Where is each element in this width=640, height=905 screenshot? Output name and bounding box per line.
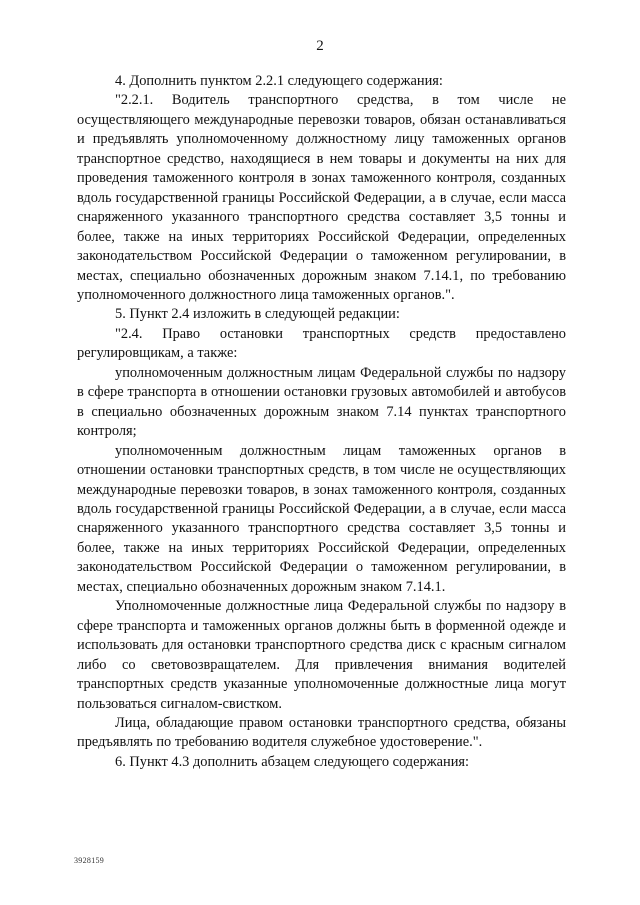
document-footer-id: 3928159 <box>74 856 105 865</box>
paragraph-service-id: Лица, обладающие правом остановки транспортного средства, обязаны предъявлять по требованию водителя служебное удостоверение.". <box>77 714 566 751</box>
document-body <box>77 72 566 772</box>
page-number: 2 <box>316 38 324 54</box>
paragraph-item-6: 6. Пункт 4.3 дополнить абзацем следующего содержания: <box>115 753 470 770</box>
paragraph-transport-supervision: уполномоченным должностным лицам Федеральной службы по надзору в сфере транспорта в отношении остановки грузовых автомобилей и автобусов в специально обозначенных дорожным знаком 7.14 пунктах транспортного контроля; <box>77 364 566 440</box>
paragraph-item-5: 5. Пункт 2.4 изложить в следующей редакции: <box>115 306 400 323</box>
paragraph-customs-officials: уполномоченным должностным лицам таможенных органов в отношении остановки транспортных средств, в том числе не осуществляющих международные перевозки товаров, в зонах таможенного контроля, созданных вдоль государственной границы Российской Федерации, а в случае, если масса снаряженного указанного транспортного средства составляет 3,5 тонны и более, также на иных территориях Российской Федерации, определенных законодательством Российской Федерации о таможенном регулировании, в местах, специально обозначенных дорожным знаком 7.14.1. <box>77 442 566 595</box>
paragraph-item-4: 4. Дополнить пунктом 2.2.1 следующего содержания: <box>115 73 443 89</box>
paragraph-clause-2-4: "2.4. Право остановки транспортных средств предоставлено регулировщикам, а также: <box>77 325 566 362</box>
paragraph-uniform-requirements: Уполномоченные должностные лица Федеральной службы по надзору в сфере транспорта и таможенных органов должны быть в форменной одежде и использовать для остановки транспортного средства диск с красным сигналом либо со световозвращателем. Для привлечения внимания водителей транспортных средств указанные уполномоченные должностные лица могут пользоваться сигналом-свистком. <box>77 598 566 712</box>
paragraph-clause-2-2-1: "2.2.1. Водитель транспортного средства, в том числе не осуществляющего международные перевозки товаров, обязан останавливаться и предъявлять уполномоченному должностному лицу таможенных органов транспортное средство, находящиеся в нем товары и документы на них для проведения таможенного контроля в зонах таможенного контроля, созданных вдоль государственной границы Российской Федерации, а в случае, если масса снаряженного указанного транспортного средства составляет 3,5 тонны и более, также на иных территориях Российской Федерации, определенных законодательством Российской Федерации о таможенном регулировании, в местах, специально обозначенных дорожным знаком 7.14.1, по требованию уполномоченного должностного лица таможенных органов.". <box>77 92 566 303</box>
